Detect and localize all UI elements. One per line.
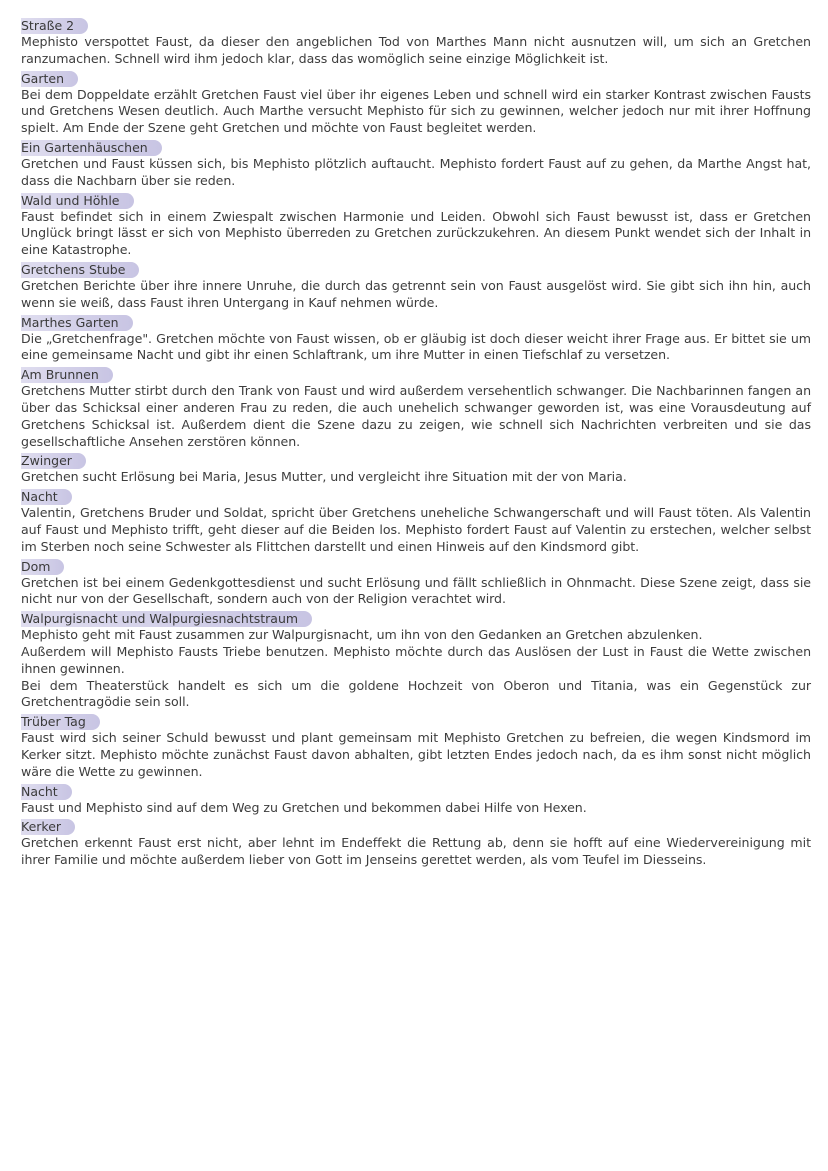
scene-summary: Außerdem will Mephisto Fausts Triebe benutzen. Mephisto möchte durch das Auslösen der Lust in Faust die Wette zwischen ihnen gewinnen. [21,643,811,676]
scene-section [21,486,811,555]
scene-summary: Bei dem Doppeldate erzählt Gretchen Faust viel über ihr eigenes Leben und schnell wird ein starker Kontrast zwischen Fausts und Gretchens Wesen deutlich. Auch Marthe versucht Mephisto für sich zu gewinnen, welcher jedoch nur mit ihrer Hoffnung spielt. Am Ende der Szene geht Gretchen und möchte von Faust begleitet werden. [21,86,811,136]
scene-heading: Straße 2 [21,18,88,34]
scene-section [21,711,811,780]
scene-section [21,781,811,817]
scene-section [21,190,811,259]
scene-summary: Gretchen Berichte über ihre innere Unruhe, die durch das getrennt sein von Faust ausgelöst wird. Sie gibt sich ihn hin, auch wenn sie weiß, dass Faust ihren Untergang in Kauf nehmen würde. [21,277,811,310]
scene-summary: Gretchen erkennt Faust erst nicht, aber lehnt im Endeffekt die Rettung ab, denn sie hofft auf eine Wiedervereinigung mit ihrer Familie und möchte außerdem lieber von Gott im Jenseins gerettet werden, als vom Teufel im Diesseins. [21,835,811,868]
scene-heading: Kerker [21,819,75,835]
scene-summary: Gretchen ist bei einem Gedenkgottesdienst und sucht Erlösung und fällt schließlich in Ohnmacht. Diese Szene zeigt, dass sie nicht nur von der Gesellschaft, sondern auch von der Religion verachtet wird. [21,574,811,607]
scene-summary: Faust befindet sich in einem Zwiespalt zwischen Harmonie und Leiden. Obwohl sich Faust bewusst ist, dass er Gretchen Unglück bringt lässt er sich von Mephisto überreden zu Gretchen zurückzukehren. An diesem Punkt wendet sich der Inhalt in eine Katastrophe. [21,208,811,258]
scene-section [21,137,811,190]
scene-summary: Faust und Mephisto sind auf dem Weg zu Gretchen und bekommen dabei Hilfe von Hexen. [21,799,587,815]
scene-heading: Dom [21,559,64,575]
scene-summary: Gretchen sucht Erlösung bei Maria, Jesus Mutter, und vergleicht ihre Situation mit der von Maria. [21,469,627,485]
scene-summary: Mephisto geht mit Faust zusammen zur Walpurgisnacht, um ihn von den Gedanken an Gretchen abzulenken. [21,627,703,643]
scene-heading: Ein Gartenhäuschen [21,140,162,156]
scene-section [21,68,811,137]
scene-summary: Faust wird sich seiner Schuld bewusst und plant gemeinsam mit Mephisto Gretchen zu befreien, die wegen Kindsmord im Kerker sitzt. Mephisto möchte zunächst Faust davon abhalten, gibt letzten Endes jedoch nach, da es ihm sonst nicht möglich wäre die Wette zu gewinnen. [21,730,811,779]
scene-heading: Marthes Garten [21,315,133,331]
scene-heading: Nacht [21,489,72,505]
scene-heading: Trüber Tag [21,714,100,730]
scene-heading: Am Brunnen [21,367,113,383]
scene-summary: Gretchens Mutter stirbt durch den Trank von Faust und wird außerdem versehentlich schwanger. Die Nachbarinnen fangen an über das Schicksal einer anderen Frau zu reden, die auch unehelich schwanger geworden ist, was eine Vorausdeutung auf Gretchens Schicksal ist. Außerdem dient die Szene dazu zu zeigen, wie schnell sich Nachrichten verbreiten und sie das gesellschaftliche Ansehen zerstören können. [21,383,811,449]
scene-summary: Die „Gretchenfrage". Gretchen möchte von Faust wissen, ob er gläubig ist doch dieser weicht ihrer Frage aus. Er bittet sie um eine gemeinsame Nacht und gibt ihr einen Schlaftrank, um ihre Mutter in einen Tiefschlaf zu versetzen. [21,330,811,363]
scene-heading: Garten [21,71,78,87]
scene-summary: Valentin, Gretchens Bruder und Soldat, spricht über Gretchens uneheliche Schwangerschaft und will Faust töten. Als Valentin auf Faust und Mephisto trifft, geht dieser auf die Beiden los. Mephisto fordert Faust auf Valentin zu erstechen, welcher selbst im Sterben noch seine Schwester als Flittchen darstellt und einen Hinweis auf den Kindsmord gibt. [21,505,811,554]
scene-section [21,15,811,68]
scene-section [21,556,811,609]
scene-heading: Zwinger [21,453,86,469]
scene-summary: Mephisto verspottet Faust, da dieser den angeblichen Tod von Marthes Mann nicht ausnutzen will, um sich an Gretchen ranzumachen. Schnell wird ihm jedoch klar, dass das womöglich seine einzige Möglichkeit ist. [21,34,811,66]
scene-heading: Wald und Höhle [21,193,134,209]
scene-section [21,364,811,450]
scene-section [21,450,811,486]
scene-heading: Nacht [21,784,72,800]
scene-heading: Gretchens Stube [21,262,139,278]
scene-heading: Walpurgisnacht und Walpurgiesnachtstraum [21,611,312,627]
scene-section [21,816,811,869]
scene-section [21,608,811,711]
scene-summary: Bei dem Theaterstück handelt es sich um die goldene Hochzeit von Oberon und Titania, was ein Gegenstück zur Gretchentragödie sein soll. [21,677,811,710]
scene-section [21,259,811,312]
scene-summary: Gretchen und Faust küssen sich, bis Mephisto plötzlich auftaucht. Mephisto fordert Faust auf zu gehen, da Marthe Angst hat, dass die Nachbarn über sie reden. [21,155,811,188]
document-body [21,15,811,869]
scene-section [21,312,811,365]
